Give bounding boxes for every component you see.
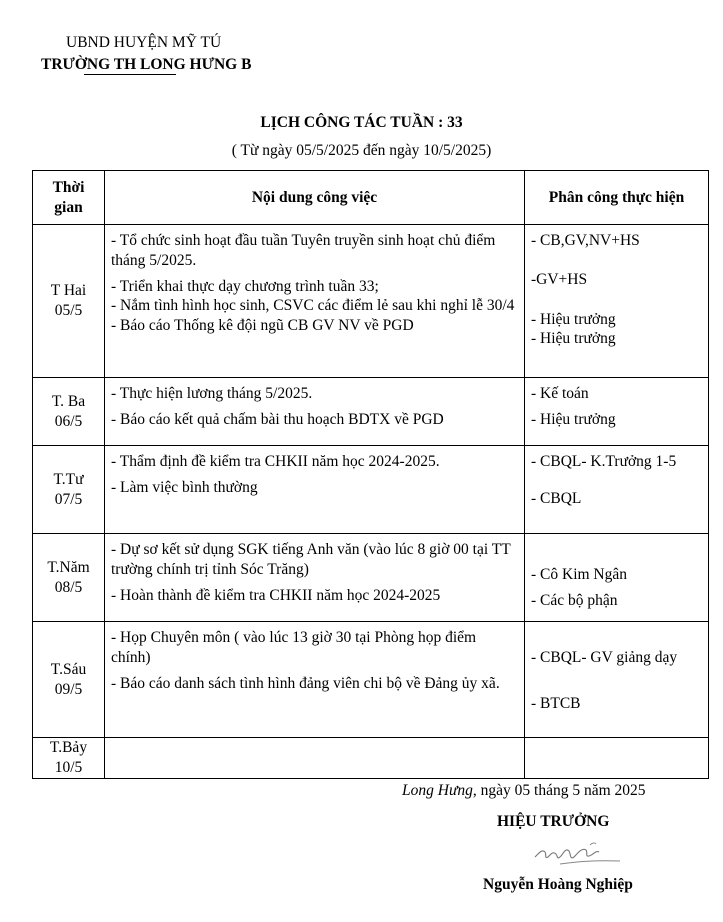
assign-cell xyxy=(525,534,709,622)
day-cell xyxy=(33,738,105,779)
day-cell xyxy=(33,225,105,378)
task-item: - Thẩm định đề kiểm tra CHKII năm học 2024-2025. xyxy=(111,453,440,470)
day-date: 07/5 xyxy=(54,490,83,508)
day-name: T. Ba xyxy=(51,392,86,410)
header-underline xyxy=(84,74,176,75)
header-assign: Phân công thực hiện xyxy=(525,171,709,225)
task-cell xyxy=(105,446,525,534)
table-row xyxy=(33,378,709,446)
signature-image xyxy=(530,835,625,875)
assign-item: - CBQL xyxy=(531,489,582,507)
assign-item: - CB,GV,NV+HS xyxy=(531,232,640,249)
assign-cell xyxy=(525,738,709,779)
day-name: T.Bảy xyxy=(49,739,88,757)
assign-cell xyxy=(525,225,709,378)
day-cell xyxy=(33,622,105,738)
signature-drawing xyxy=(530,835,625,869)
assign-item: - Hiệu trưởng xyxy=(531,310,616,328)
header-time-line2: gian xyxy=(54,198,83,216)
task-cell xyxy=(105,622,525,738)
assign-item: - CBQL- K.Trưởng 1-5 xyxy=(531,453,677,470)
day-cell xyxy=(33,534,105,622)
table-row xyxy=(33,738,709,779)
assign-item: - CBQL- GV giảng dạy xyxy=(531,649,678,666)
schedule-table xyxy=(32,170,709,779)
assign-item: - BTCB xyxy=(531,694,581,712)
assign-cell xyxy=(525,446,709,534)
day-cell xyxy=(33,378,105,446)
assign-item: - Hiệu trưởng xyxy=(531,330,616,348)
task-cell xyxy=(105,738,525,779)
task-cell xyxy=(105,225,525,378)
task-item: - Làm việc bình thường xyxy=(111,478,258,496)
signer-title: HIỆU TRƯỞNG xyxy=(497,813,610,830)
day-name: T.Tư xyxy=(53,470,84,488)
day-date: 05/5 xyxy=(54,302,83,319)
task-cell xyxy=(105,534,525,622)
header-content: Nội dung công việc xyxy=(105,171,525,225)
header-time xyxy=(33,171,105,225)
date-range: ( Từ ngày 05/5/2025 đến ngày 10/5/2025) xyxy=(231,142,492,159)
table-row xyxy=(33,225,709,378)
task-item: - Họp Chuyên môn ( vào lúc 13 giờ 30 tại Phòng họp điểm chính) xyxy=(111,629,477,666)
assign-cell xyxy=(525,622,709,738)
sign-date: , ngày 05 tháng 5 năm 2025 xyxy=(472,782,646,799)
task-item: - Báo cáo danh sách tình hình đảng viên chi bộ về Đảng ủy xã. xyxy=(111,674,500,692)
table-row xyxy=(33,446,709,534)
org-parent: UBND HUYỆN MỸ TÚ xyxy=(66,34,222,51)
assign-cell xyxy=(525,378,709,446)
assign-item: - Hiệu trưởng xyxy=(531,410,616,428)
task-item: - Nắm tình hình học sinh, CSVC các điểm lẻ sau khi nghỉ lễ 30/4 xyxy=(111,297,515,315)
task-item: - Triển khai thực dạy chương trình tuần 33; xyxy=(111,277,379,295)
task-item: - Báo cáo kết quả chấm bài thu hoạch BDTX về PGD xyxy=(111,410,444,428)
place-name: Long Hưng xyxy=(402,782,473,799)
table-row xyxy=(33,622,709,738)
task-item: - Thực hiện lương tháng 5/2025. xyxy=(111,385,313,402)
day-date: 10/5 xyxy=(54,759,83,776)
school-name: TRƯỜNG TH LONG HƯNG B xyxy=(41,56,252,73)
assign-item: - Các bộ phận xyxy=(531,591,618,609)
task-cell xyxy=(105,378,525,446)
page-title: LỊCH CÔNG TÁC TUẦN : 33 xyxy=(260,114,463,131)
task-item: - Hoàn thành đề kiểm tra CHKII năm học 2024-2025 xyxy=(111,586,441,604)
day-cell xyxy=(33,446,105,534)
assign-item: - Cô Kim Ngân xyxy=(531,566,628,583)
task-item: - Tổ chức sinh hoạt đầu tuần Tuyên truyền sinh hoạt chủ điểm tháng 5/2025. xyxy=(111,232,496,269)
sign-place-date xyxy=(402,781,646,801)
day-name: T Hai xyxy=(50,282,87,300)
header-time-line1: Thời xyxy=(52,178,85,196)
day-date: 06/5 xyxy=(54,412,83,430)
task-item: - Dự sơ kết sử dụng SGK tiếng Anh văn (vào lúc 8 giờ 00 tại TT trường chính trị tỉnh Sóc Trăng) xyxy=(111,541,511,578)
assign-item: - Kế toán xyxy=(531,385,589,402)
task-item: - Báo cáo Thống kê đội ngũ CB GV NV về PGD xyxy=(111,317,414,335)
assign-item: -GV+HS xyxy=(531,270,588,288)
day-name: T.Năm xyxy=(47,558,90,576)
signer-name: Nguyễn Hoàng Nghiệp xyxy=(483,876,633,893)
day-name: T.Sáu xyxy=(50,660,87,678)
table-row xyxy=(33,534,709,622)
day-date: 09/5 xyxy=(54,680,83,698)
table-header-row xyxy=(33,171,709,225)
day-date: 08/5 xyxy=(54,578,83,596)
